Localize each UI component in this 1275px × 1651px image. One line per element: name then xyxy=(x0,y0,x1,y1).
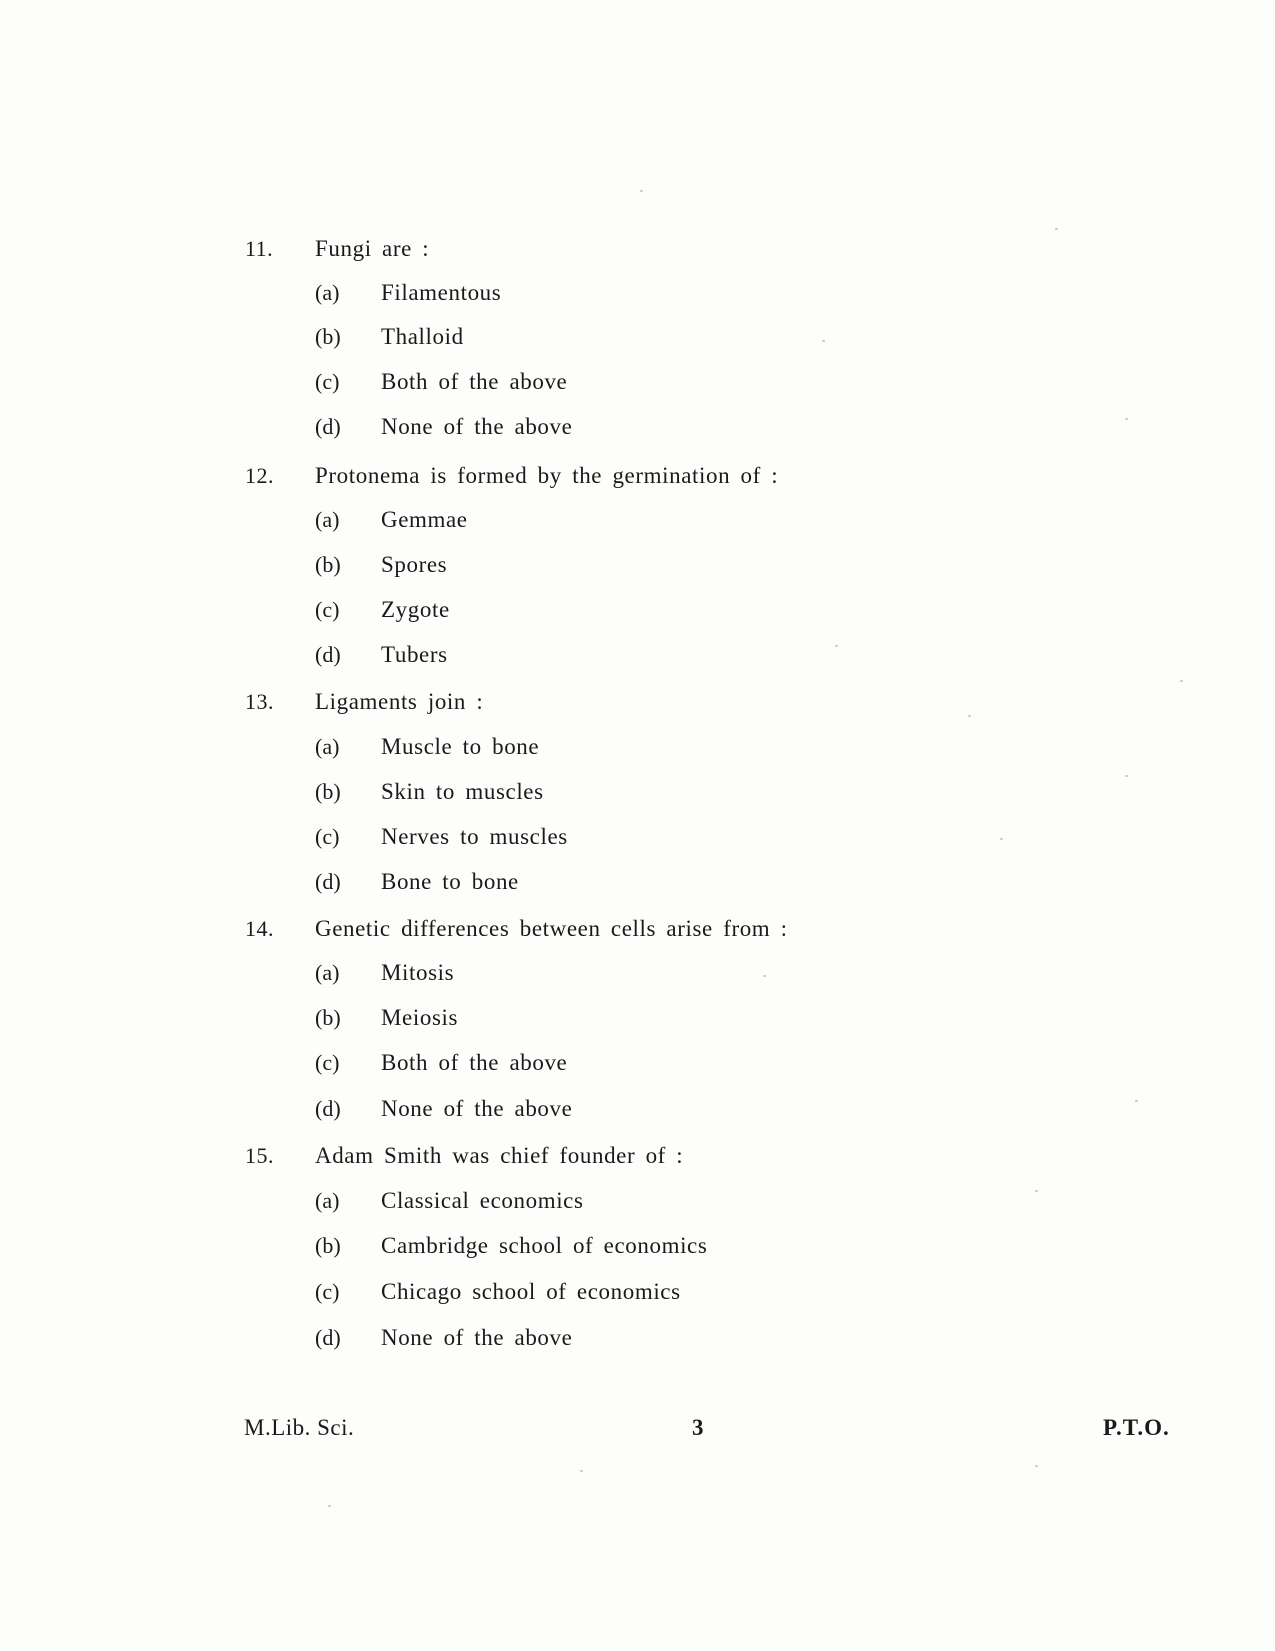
option-text: Nerves to muscles xyxy=(381,824,568,849)
option-b xyxy=(0,324,900,354)
option-text: Muscle to bone xyxy=(381,734,540,759)
scan-speck xyxy=(1055,228,1058,230)
option-letter: (b) xyxy=(315,1233,341,1258)
scan-speck xyxy=(1035,1190,1038,1192)
scan-speck xyxy=(1125,775,1128,777)
option-b xyxy=(0,1005,900,1035)
option-text: Both of the above xyxy=(381,1050,568,1075)
option-a xyxy=(0,1188,900,1218)
option-text: Filamentous xyxy=(381,280,502,305)
option-c xyxy=(0,1279,900,1309)
option-a xyxy=(0,280,900,310)
please-turn-over: P.T.O. xyxy=(1103,1415,1170,1440)
option-letter: (d) xyxy=(315,414,341,439)
option-letter: (c) xyxy=(315,824,340,849)
option-text: Cambridge school of economics xyxy=(381,1233,708,1258)
option-letter: (c) xyxy=(315,369,340,394)
option-letter: (b) xyxy=(315,779,341,804)
option-letter: (d) xyxy=(315,869,341,894)
option-letter: (b) xyxy=(315,324,341,349)
scan-speck xyxy=(1000,838,1003,840)
question-number: 13. xyxy=(245,689,274,714)
option-text: Both of the above xyxy=(381,369,568,394)
option-text: Spores xyxy=(381,552,448,577)
option-letter: (d) xyxy=(315,1096,341,1121)
option-text: Thalloid xyxy=(381,324,464,349)
option-b xyxy=(0,779,900,809)
option-text: Classical economics xyxy=(381,1188,584,1213)
option-letter: (a) xyxy=(315,1188,340,1213)
option-text: Meiosis xyxy=(381,1005,459,1030)
scan-speck xyxy=(1035,1465,1038,1467)
option-d xyxy=(0,1096,900,1126)
option-b xyxy=(0,1233,900,1263)
scan-speck xyxy=(328,1505,331,1507)
option-letter: (b) xyxy=(315,552,341,577)
question-text: Genetic differences between cells arise from : xyxy=(315,916,788,941)
option-c xyxy=(0,824,900,854)
scan-speck xyxy=(640,190,643,192)
question-number: 14. xyxy=(245,916,274,941)
option-c xyxy=(0,369,900,399)
option-text: Zygote xyxy=(381,597,450,622)
scan-speck xyxy=(1125,418,1128,420)
option-letter: (a) xyxy=(315,507,340,532)
scan-speck xyxy=(968,715,971,717)
option-letter: (a) xyxy=(315,960,340,985)
option-text: Skin to muscles xyxy=(381,779,544,804)
question-number: 12. xyxy=(245,463,274,488)
option-a xyxy=(0,507,900,537)
option-text: Bone to bone xyxy=(381,869,519,894)
option-letter: (d) xyxy=(315,1325,341,1350)
question-text: Protonema is formed by the germination of : xyxy=(315,463,779,488)
option-letter: (c) xyxy=(315,1050,340,1075)
option-a xyxy=(0,734,900,764)
option-text: None of the above xyxy=(381,1096,573,1121)
option-a xyxy=(0,960,900,990)
scan-speck xyxy=(580,1470,583,1472)
option-text: Gemmae xyxy=(381,507,468,532)
option-b xyxy=(0,552,900,582)
option-text: None of the above xyxy=(381,414,573,439)
question-text: Adam Smith was chief founder of : xyxy=(315,1143,684,1168)
scan-speck xyxy=(1135,1100,1138,1102)
scan-speck xyxy=(1180,680,1183,682)
question-text: Ligaments join : xyxy=(315,689,484,714)
question-number: 11. xyxy=(245,236,274,261)
option-text: Mitosis xyxy=(381,960,455,985)
option-letter: (a) xyxy=(315,734,340,759)
page-number: 3 xyxy=(692,1415,704,1440)
option-c xyxy=(0,1050,900,1080)
option-text: Chicago school of economics xyxy=(381,1279,681,1304)
question-text: Fungi are : xyxy=(315,236,430,261)
footer-course-code: M.Lib. Sci. xyxy=(244,1415,355,1440)
option-text: Tubers xyxy=(381,642,448,667)
option-letter: (c) xyxy=(315,1279,340,1304)
option-text: None of the above xyxy=(381,1325,573,1350)
option-d xyxy=(0,642,900,672)
option-d xyxy=(0,1325,900,1355)
option-c xyxy=(0,597,900,627)
question-number: 15. xyxy=(245,1143,274,1168)
option-letter: (b) xyxy=(315,1005,341,1030)
option-letter: (d) xyxy=(315,642,341,667)
option-d xyxy=(0,869,900,899)
option-letter: (c) xyxy=(315,597,340,622)
option-letter: (a) xyxy=(315,280,340,305)
option-d xyxy=(0,414,900,444)
